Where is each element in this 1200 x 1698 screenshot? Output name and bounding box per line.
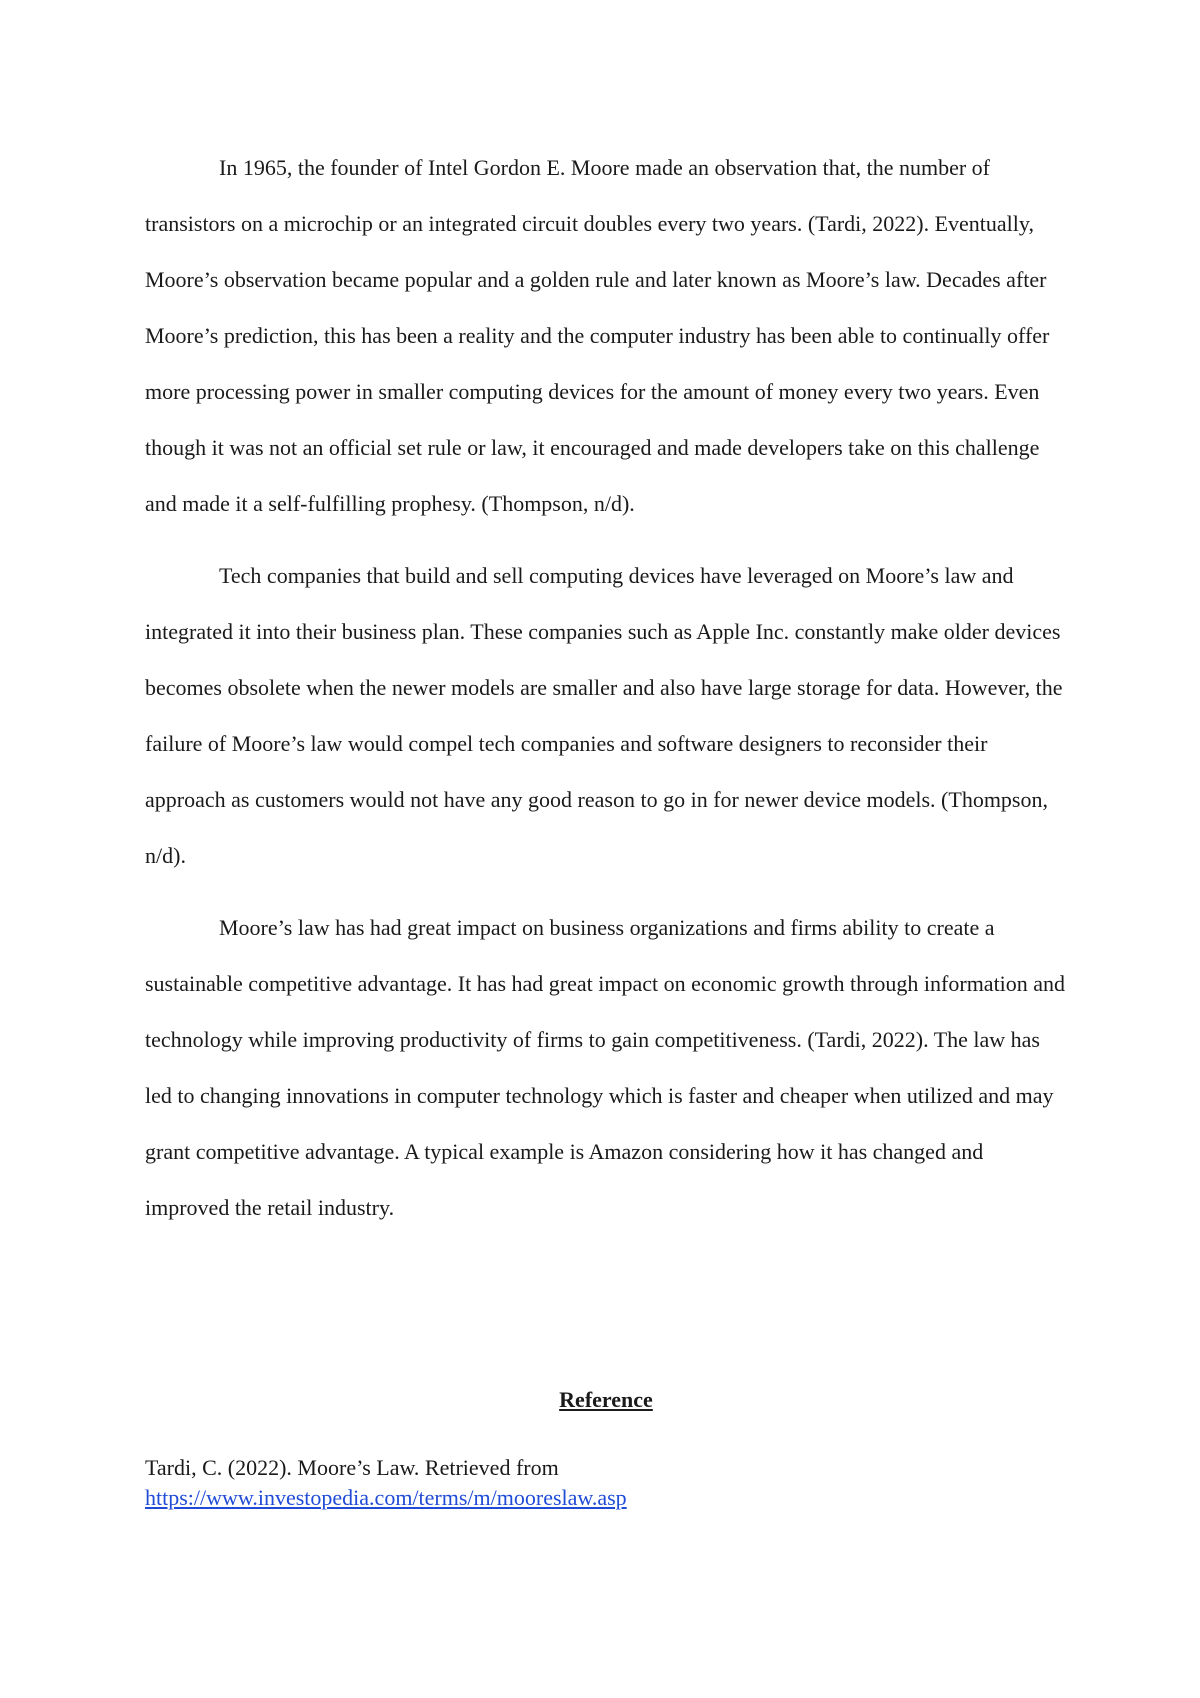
paragraph-2: Tech companies that build and sell computing devices have leveraged on Moore’s law and integrated it into their business plan. These companies such as Apple Inc. constantly make older devices becomes obsolete when the newer models are smaller and also have large storage for data. However, the failure of Moore’s law would compel tech companies and software designers to reconsider their approach as customers would not have any good reason to go in for newer device models. (Thompson, n/d). bbox=[145, 563, 1063, 868]
paragraph-3: Moore’s law has had great impact on business organizations and firms ability to create a sustainable competitive advantage. It has had great impact on economic growth through information and technology while improving productivity of firms to gain competitiveness. (Tardi, 2022). The law has led to changing innovations in computer technology which is faster and cheaper when utilized and may grant competitive advantage. A typical example is Amazon considering how it has changed and improved the retail industry. bbox=[145, 915, 1066, 1220]
document-body bbox=[145, 140, 1067, 1252]
reference-entry: Tardi, C. (2022). Moore’s Law. Retrieved from bbox=[145, 1455, 559, 1480]
paragraph-1: In 1965, the founder of Intel Gordon E. Moore made an observation that, the number of transistors on a microchip or an integrated circuit doubles every two years. (Tardi, 2022). Eventually, Moore’s observation became popular and a golden rule and later known as Moore’s law. Decades after Moore’s prediction, this has been a reality and the computer industry has been able to continually offer more processing power in smaller computing devices for the amount of money every two years. Even though it was not an official set rule or law, it encouraged and made developers take on this challenge and made it a self-fulfilling prophesy. (Thompson, n/d). bbox=[145, 155, 1050, 516]
reference-link[interactable]: https://www.investopedia.com/terms/m/mooreslaw.asp bbox=[145, 1485, 627, 1510]
reference-heading: Reference bbox=[559, 1387, 653, 1412]
reference-list bbox=[145, 1453, 1067, 1513]
